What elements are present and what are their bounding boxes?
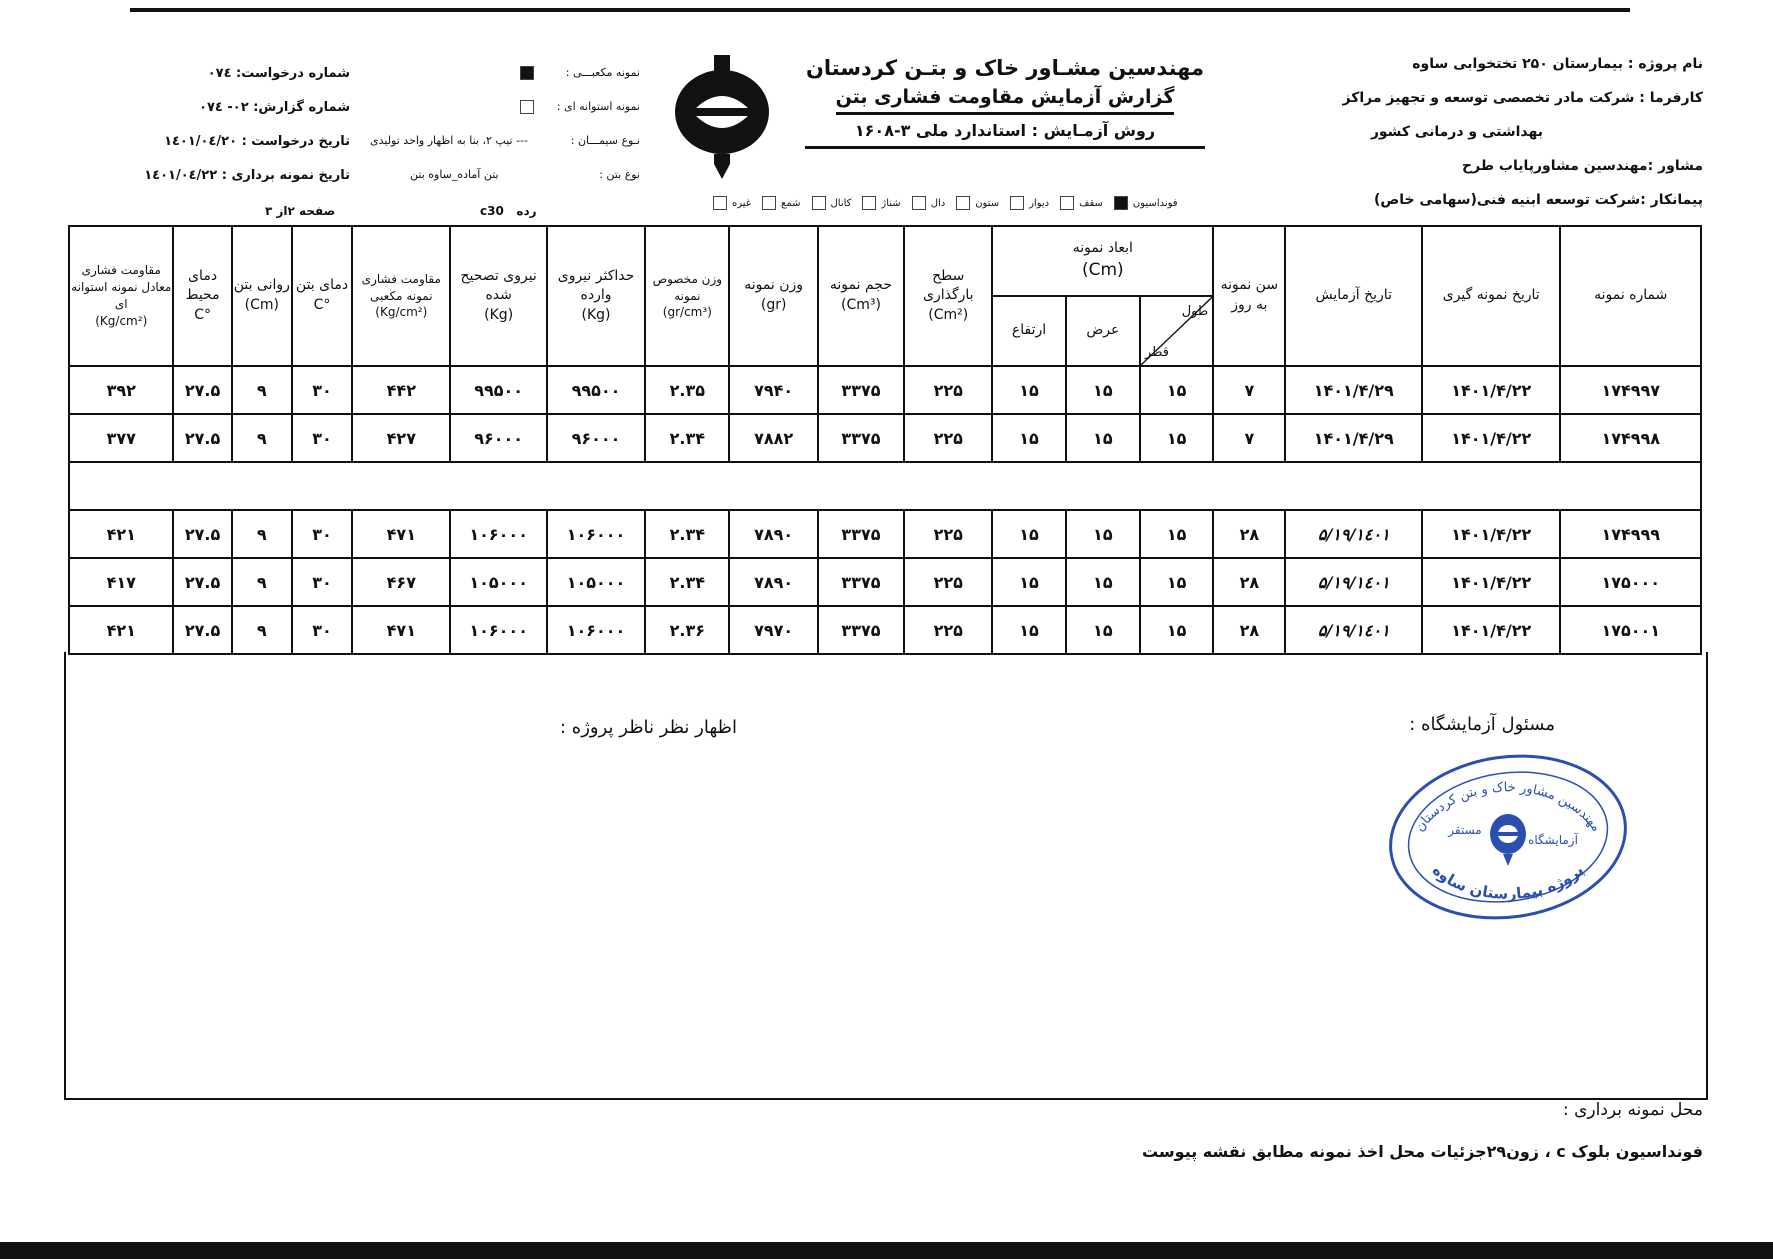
request-date: تاریخ درخواست : ۱٤۰۱/۰٤/۲۰ — [164, 134, 350, 149]
element-checkbox — [812, 196, 826, 210]
report-title: گزارش آزمایش مقاومت فشاری بتن — [836, 86, 1175, 115]
col-sampling-date: تاریخ نمونه گیری — [1422, 226, 1561, 366]
request-number: شماره درخواست: ۰۷٤ — [207, 66, 350, 81]
table-cell: ۱۷۵۰۰۰ — [1560, 558, 1701, 606]
cement-type-value: --- تیپ ۲، بنا به اظهار واحد تولیدی — [370, 134, 529, 147]
table-cell: ۱۵ — [1066, 606, 1140, 654]
table-cell: ۱۰۵۰۰۰ — [450, 558, 546, 606]
table-cell: ۱۷۴۹۹۸ — [1560, 414, 1701, 462]
table-cell: ۱۵ — [992, 366, 1065, 414]
element-checkbox — [762, 196, 776, 210]
table-cell: ۱۴۰۱/۴/۲۲ — [1422, 414, 1561, 462]
table-cell: ۱٤٠١/۵/۱۹ — [1285, 606, 1422, 654]
col-max-force: حداکثر نیروی وارده (Kg) — [547, 226, 645, 366]
table-cell: ۱۵ — [1140, 558, 1213, 606]
cylinder-sample-checkbox — [520, 100, 534, 114]
project-observer-label: اظهار نظر ناظر پروژه : — [560, 717, 737, 738]
top-border-line — [130, 8, 1630, 12]
col-volume: حجم نمونه (Cm³) — [818, 226, 904, 366]
table-cell: ۱۰۶۰۰۰ — [450, 606, 546, 654]
results-group-28day — [69, 510, 1701, 654]
table-cell: ۱۵ — [1066, 414, 1140, 462]
table-cell: ۱۵ — [1066, 558, 1140, 606]
table-cell: ۷ — [1213, 414, 1285, 462]
table-cell: ۱۵ — [1066, 366, 1140, 414]
table-cell: ۲.۳۴ — [645, 558, 729, 606]
table-cell: ۲۷.۵ — [173, 606, 231, 654]
col-cylinder-strength: مقاومت فشاری معادل نمونه استوانه ای (Kg/cm²) — [69, 226, 173, 366]
table-cell: ۹۶۰۰۰ — [450, 414, 546, 462]
table-cell: ۳۹۲ — [69, 366, 173, 414]
cube-sample-label: نمونه مکعبـــی : — [565, 66, 640, 79]
report-title-block — [805, 56, 1205, 149]
table-cell: ۷ — [1213, 366, 1285, 414]
page-number: صفحه ۲از ۳ — [265, 204, 336, 218]
employer-cont: بهداشتی و درمانی کشور — [1370, 124, 1543, 140]
table-cell: ۲۲۵ — [904, 558, 992, 606]
table-cell: ۳۰ — [292, 510, 352, 558]
table-cell: ۹ — [232, 414, 292, 462]
cube-sample-checkbox — [520, 66, 534, 80]
table-cell: ۴۲۱ — [69, 510, 173, 558]
table-cell: ۹ — [232, 606, 292, 654]
col-height: ارتفاع — [992, 296, 1065, 366]
table-cell: ۹۹۵۰۰ — [450, 366, 546, 414]
element-checkbox — [1060, 196, 1074, 210]
col-length-diameter: طول قطر — [1140, 296, 1213, 366]
table-cell: ۲.۳۴ — [645, 414, 729, 462]
table-row — [69, 606, 1701, 654]
table-cell: ۲۲۵ — [904, 510, 992, 558]
element-other: غیره — [710, 196, 751, 210]
table-cell: ۱۴۰۱/۴/۲۲ — [1422, 366, 1561, 414]
table-cell: ۴۱۷ — [69, 558, 173, 606]
element-tie-beam: شناژ — [859, 196, 900, 210]
table-cell: ۲۸ — [1213, 606, 1285, 654]
element-pile: شمع — [759, 196, 800, 210]
col-ambient-temp: دمای محیط °C — [173, 226, 231, 366]
table-cell: ۲۷.۵ — [173, 558, 231, 606]
table-cell: ۱۴۰۱/۴/۲۹ — [1285, 366, 1422, 414]
cement-type-label: نـوع سیمـــان : — [570, 134, 640, 147]
table-cell: ۱۷۵۰۰۱ — [1560, 606, 1701, 654]
table-cell: ۳۰ — [292, 366, 352, 414]
lab-responsible-label: مسئول آزمایشگاه : — [1409, 714, 1555, 735]
table-cell: ۹ — [232, 366, 292, 414]
table-cell: ۳۳۷۵ — [818, 366, 904, 414]
table-cell: ۷۹۷۰ — [729, 606, 817, 654]
col-slump: روانی بتن (Cm) — [232, 226, 292, 366]
table-cell: ۲۷.۵ — [173, 366, 231, 414]
stamp-lab: آزمایشگاه — [1528, 833, 1578, 847]
element-slab-roof: سقف — [1057, 196, 1103, 210]
table-cell: ۲۲۵ — [904, 606, 992, 654]
table-row — [69, 414, 1701, 462]
sampling-location-label: محل نمونه برداری : — [1562, 1100, 1703, 1120]
stamp-bottom-text: پروژه بیمارستان ساوه — [1428, 861, 1588, 903]
col-sample-no: شماره نمونه — [1560, 226, 1701, 366]
table-cell: ۱۵ — [992, 510, 1065, 558]
table-cell: ۱۷۴۹۹۷ — [1560, 366, 1701, 414]
table-cell: ۱۴۰۱/۴/۲۲ — [1422, 606, 1561, 654]
table-cell: ۲۸ — [1213, 558, 1285, 606]
col-test-date: تاریخ آزمایش — [1285, 226, 1422, 366]
project-info — [1263, 56, 1703, 226]
element-checkbox — [862, 196, 876, 210]
blank-row — [69, 462, 1701, 510]
table-cell: ۳۰ — [292, 606, 352, 654]
col-density: وزن مخصوص نمونه (gr/cm³) — [645, 226, 729, 366]
element-checkbox — [912, 196, 926, 210]
table-cell: ۲.۳۴ — [645, 510, 729, 558]
table-cell: ۱۰۵۰۰۰ — [547, 558, 645, 606]
consultant: مشاور :مهندسین مشاورپایاب طرح — [1462, 158, 1703, 174]
employer: کارفرما : شرکت مادر تخصصی توسعه و تجهیز مراکز — [1342, 90, 1703, 106]
table-cell: ۹ — [232, 510, 292, 558]
table-cell: ۱۰۶۰۰۰ — [547, 606, 645, 654]
lab-stamp — [1385, 752, 1631, 922]
report-number: شماره گزارش: ۰۲- ۰۷٤ — [199, 100, 350, 115]
element-channel: کانال — [809, 196, 852, 210]
table-cell: ۳۳۷۵ — [818, 510, 904, 558]
element-checkbox — [713, 196, 727, 210]
table-cell: ۲۸ — [1213, 510, 1285, 558]
sample-type-info — [370, 66, 640, 202]
project-name: نام پروژه : بیمارستان ۲۵۰ تختخوابی ساوه — [1412, 56, 1703, 72]
structural-element-options — [710, 196, 1178, 210]
table-cell: ۴۴۲ — [352, 366, 450, 414]
table-cell: ۱٤٠١/۵/۱۹ — [1285, 510, 1422, 558]
cylinder-sample-label: نمونه استوانه ای : — [556, 100, 640, 113]
col-dims: ابعاد نمونه (Cm) — [992, 226, 1213, 296]
table-cell: ۳۰ — [292, 414, 352, 462]
table-cell: ۱٤٠١/۵/۱۹ — [1285, 558, 1422, 606]
stamp-resident: مستقر — [1448, 823, 1482, 837]
col-age: سن نمونه به روز — [1213, 226, 1285, 366]
table-cell: ۷۹۴۰ — [729, 366, 817, 414]
table-cell: ۱۵ — [1140, 606, 1213, 654]
concrete-type-value: بتن آماده_ساوه بتن — [410, 168, 499, 181]
company-name: مهندسین مشـاور خاک و بتـن کردستان — [805, 56, 1204, 80]
table-cell: ۳۳۷۵ — [818, 558, 904, 606]
concrete-grade: رده c30 — [480, 204, 537, 218]
table-cell: ۷۸۹۰ — [729, 510, 817, 558]
table-cell: ۴۶۷ — [352, 558, 450, 606]
table-cell: ۱۵ — [1140, 414, 1213, 462]
table-cell: ۱۵ — [992, 558, 1065, 606]
element-foundation-checkbox — [1114, 196, 1128, 210]
element-checkbox — [1010, 196, 1024, 210]
element-foundation: فونداسیون — [1111, 196, 1178, 210]
table-cell: ۱۴۰۱/۴/۲۹ — [1285, 414, 1422, 462]
col-corrected-force: نیروی تصحیح شده (Kg) — [450, 226, 546, 366]
table-cell: ۲.۳۶ — [645, 606, 729, 654]
col-concrete-temp: دمای بتن °C — [292, 226, 352, 366]
table-cell: ۲۷.۵ — [173, 414, 231, 462]
table-cell: ۱۵ — [992, 414, 1065, 462]
table-cell: ۱۴۰۱/۴/۲۲ — [1422, 558, 1561, 606]
col-weight: وزن نمونه (gr) — [729, 226, 817, 366]
table-cell: ۳۷۷ — [69, 414, 173, 462]
col-width: عرض — [1066, 296, 1140, 366]
company-logo — [672, 55, 772, 180]
request-info — [144, 66, 350, 202]
table-cell: ۲۲۵ — [904, 366, 992, 414]
contractor: پیمانکار :شرکت توسعه ابنیه فنی(سهامی خاص) — [1373, 192, 1703, 208]
table-cell: ۱۰۶۰۰۰ — [450, 510, 546, 558]
table-cell: ۱۰۶۰۰۰ — [547, 510, 645, 558]
table-cell: ۹۹۵۰۰ — [547, 366, 645, 414]
test-method: روش آزمـایش : استاندارد ملی ۳-۱۶۰۸ — [805, 121, 1205, 149]
sampling-date: تاریخ نمونه برداری : ۱٤۰۱/۰٤/۲۲ — [144, 168, 350, 183]
results-table — [68, 225, 1702, 655]
table-row — [69, 510, 1701, 558]
table-cell: ۴۷۱ — [352, 510, 450, 558]
table-row — [69, 558, 1701, 606]
table-cell: ۲۷.۵ — [173, 510, 231, 558]
table-cell: ۳۳۷۵ — [818, 414, 904, 462]
table-cell: ۱۵ — [1140, 510, 1213, 558]
element-slab: دال — [909, 196, 946, 210]
table-cell: ۱۵ — [1140, 366, 1213, 414]
table-cell: ۴۷۱ — [352, 606, 450, 654]
table-cell: ۲.۳۵ — [645, 366, 729, 414]
table-cell: ۴۲۷ — [352, 414, 450, 462]
results-group-7day — [69, 366, 1701, 462]
concrete-type-label: نوع بتن : — [599, 168, 640, 181]
table-cell: ۷۸۹۰ — [729, 558, 817, 606]
results-spacer — [69, 462, 1701, 510]
table-cell: ۴۲۱ — [69, 606, 173, 654]
bottom-border-band — [0, 1242, 1773, 1259]
table-cell: ۹۶۰۰۰ — [547, 414, 645, 462]
table-cell: ۲۲۵ — [904, 414, 992, 462]
col-cube-strength: مقاومت فشاری نمونه مکعبی (Kg/cm²) — [352, 226, 450, 366]
table-cell: ۱۵ — [992, 606, 1065, 654]
stamp-top-text: مهندسین مشاور خاک و بتن کردستان — [1412, 780, 1604, 835]
sampling-location-value: فونداسیون بلوک c ، زون۲۹جزئیات محل اخذ نمونه مطابق نقشه پیوست — [1141, 1142, 1703, 1161]
table-row — [69, 366, 1701, 414]
table-cell: ۷۸۸۲ — [729, 414, 817, 462]
svg-text:پروژه بیمارستان ساوه — [1429, 861, 1588, 903]
table-cell: ۱۷۴۹۹۹ — [1560, 510, 1701, 558]
col-area: سطح بارگذاری (Cm²) — [904, 226, 992, 366]
element-checkbox — [956, 196, 970, 210]
element-column: ستون — [953, 196, 999, 210]
grade-value: c30 — [480, 204, 504, 218]
table-cell: ۱۴۰۱/۴/۲۲ — [1422, 510, 1561, 558]
table-cell: ۹ — [232, 558, 292, 606]
element-wall: دیوار — [1007, 196, 1049, 210]
table-cell: ۱۵ — [1066, 510, 1140, 558]
table-cell: ۳۰ — [292, 558, 352, 606]
table-cell: ۳۳۷۵ — [818, 606, 904, 654]
